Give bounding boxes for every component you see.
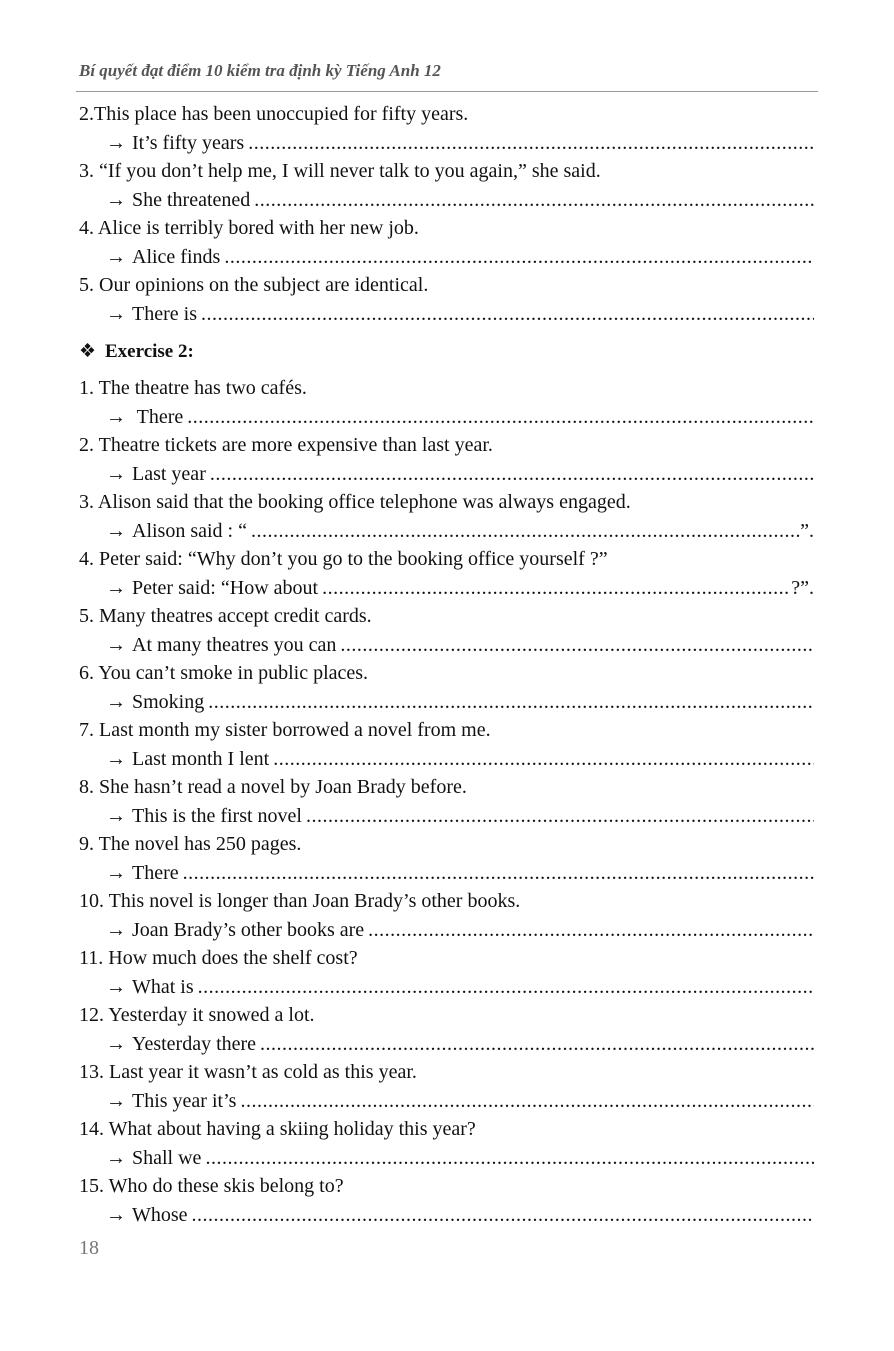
answer-blank[interactable] [183,859,814,888]
answer-blank[interactable] [248,129,814,158]
question-text: 3. “If you don’t help me, I will never talk to you again,” she said. [79,160,601,182]
answer-line[interactable] [79,517,814,546]
answer-line[interactable] [79,745,814,774]
question-text: 15. Who do these skis belong to? [79,1175,344,1197]
answer-line[interactable] [79,574,814,603]
running-header: Bí quyết đạt điểm 10 kiểm tra định kỳ Tiếng Anh 12 [79,61,441,80]
answer-blank[interactable] [208,688,814,717]
arrow-icon: → [106,1089,126,1112]
answer-line[interactable] [79,186,814,215]
answer-line[interactable] [79,1030,814,1059]
question-text: 1. The theatre has two cafés. [79,377,307,399]
answer-blank[interactable] [340,631,814,660]
answer-blank[interactable] [240,1087,814,1116]
question-text: 3. Alison said that the booking office telephone was always engaged. [79,491,631,513]
exercise-2-list [79,374,814,1229]
question-text: 6. You can’t smoke in public places. [79,662,369,684]
arrow-icon: → [106,1203,126,1226]
arrow-icon: → [106,405,126,428]
exercise-title: Exercise 2: [105,341,194,362]
answer-blank[interactable] [273,745,814,774]
question-text: 8. She hasn’t read a novel by Joan Brady before. [79,776,467,798]
answer-line[interactable] [79,1201,814,1230]
question-text: 13. Last year it wasn’t as cold as this year. [79,1061,417,1083]
question-text: 10. This novel is longer than Joan Brady’s other books. [79,890,521,912]
answer-prompt: At many theatres you can [132,633,337,656]
question-text: 14. What about having a skiing holiday this year? [79,1118,476,1140]
answer-blank[interactable] [187,403,814,432]
question-text: 7. Last month my sister borrowed a novel from me. [79,719,491,741]
arrow-icon: → [106,462,126,485]
answer-prompt: She threatened [132,188,251,211]
answer-prompt: There [132,861,179,884]
answer-tail: ?”. [791,576,814,599]
answer-blank[interactable] [254,186,814,215]
answer-line[interactable] [79,300,814,329]
answer-prompt: Alison said : “ [132,519,247,542]
answer-blank[interactable] [205,1144,814,1173]
answer-blank[interactable] [198,973,814,1002]
answer-prompt: Smoking [132,690,205,713]
answer-line[interactable] [79,1087,814,1116]
arrow-icon: → [106,245,126,268]
answer-line[interactable] [79,129,814,158]
answer-prompt: Joan Brady’s other books are [132,918,365,941]
answer-prompt: Shall we [132,1146,202,1169]
arrow-icon: → [106,576,126,599]
answer-line[interactable] [79,859,814,888]
arrow-icon: → [106,918,126,941]
answer-line[interactable] [79,243,814,272]
arrow-icon: → [106,690,126,713]
answer-blank[interactable] [192,1201,814,1230]
page-content [79,100,814,1229]
question-text: 12. Yesterday it snowed a lot. [79,1004,315,1026]
answer-blank[interactable] [260,1030,814,1059]
arrow-icon: → [106,975,126,998]
arrow-icon: → [106,861,126,884]
answer-line[interactable] [79,403,814,432]
answer-prompt: It’s fifty years [132,131,245,154]
question-text: 9. The novel has 250 pages. [79,833,302,855]
question-text: 2. Theatre tickets are more expensive than last year. [79,434,493,456]
exercise-heading [79,332,814,372]
answer-prompt: Last month I lent [132,747,270,770]
answer-prompt: Last year [132,462,206,485]
arrow-icon: → [106,188,126,211]
arrow-icon: → [106,747,126,770]
answer-line[interactable] [79,802,814,831]
answer-line[interactable] [79,973,814,1002]
page-number: 18 [79,1237,99,1259]
answer-prompt: What is [132,975,194,998]
arrow-icon: → [106,302,126,325]
answer-prompt: Peter said: “How about [132,576,319,599]
answer-prompt: Whose [132,1203,188,1226]
answer-line[interactable] [79,1144,814,1173]
diamond-bullet-icon: ❖ [79,341,97,362]
question-text: 2.This place has been unoccupied for fifty years. [79,103,469,125]
exercise-1-list [79,100,814,328]
answer-blank[interactable] [251,517,800,546]
answer-blank[interactable] [210,460,814,489]
question-text: 11. How much does the shelf cost? [79,947,358,969]
answer-line[interactable] [79,916,814,945]
question-text: 5. Our opinions on the subject are identical. [79,274,429,296]
arrow-icon: → [106,131,126,154]
question-text: 5. Many theatres accept credit cards. [79,605,372,627]
answer-line[interactable] [79,631,814,660]
answer-blank[interactable] [322,574,791,603]
question-text: 4. Peter said: “Why don’t you go to the booking office yourself ?” [79,548,608,570]
answer-line[interactable] [79,688,814,717]
answer-tail: ”. [800,519,814,542]
answer-prompt: There is [132,302,197,325]
answer-prompt: Alice finds [132,245,221,268]
answer-prompt: This year it’s [132,1089,237,1112]
arrow-icon: → [106,1032,126,1055]
answer-line[interactable] [79,460,814,489]
answer-blank[interactable] [224,243,814,272]
header-rule [76,91,818,92]
arrow-icon: → [106,1146,126,1169]
question-text: 4. Alice is terribly bored with her new job. [79,217,419,239]
answer-prompt: This is the first novel [132,804,302,827]
arrow-icon: → [106,519,126,542]
answer-prompt: There [132,405,184,428]
answer-blank[interactable] [306,802,814,831]
answer-blank[interactable] [368,916,814,945]
answer-prompt: Yesterday there [132,1032,257,1055]
arrow-icon: → [106,633,126,656]
answer-blank[interactable] [201,300,814,329]
arrow-icon: → [106,804,126,827]
